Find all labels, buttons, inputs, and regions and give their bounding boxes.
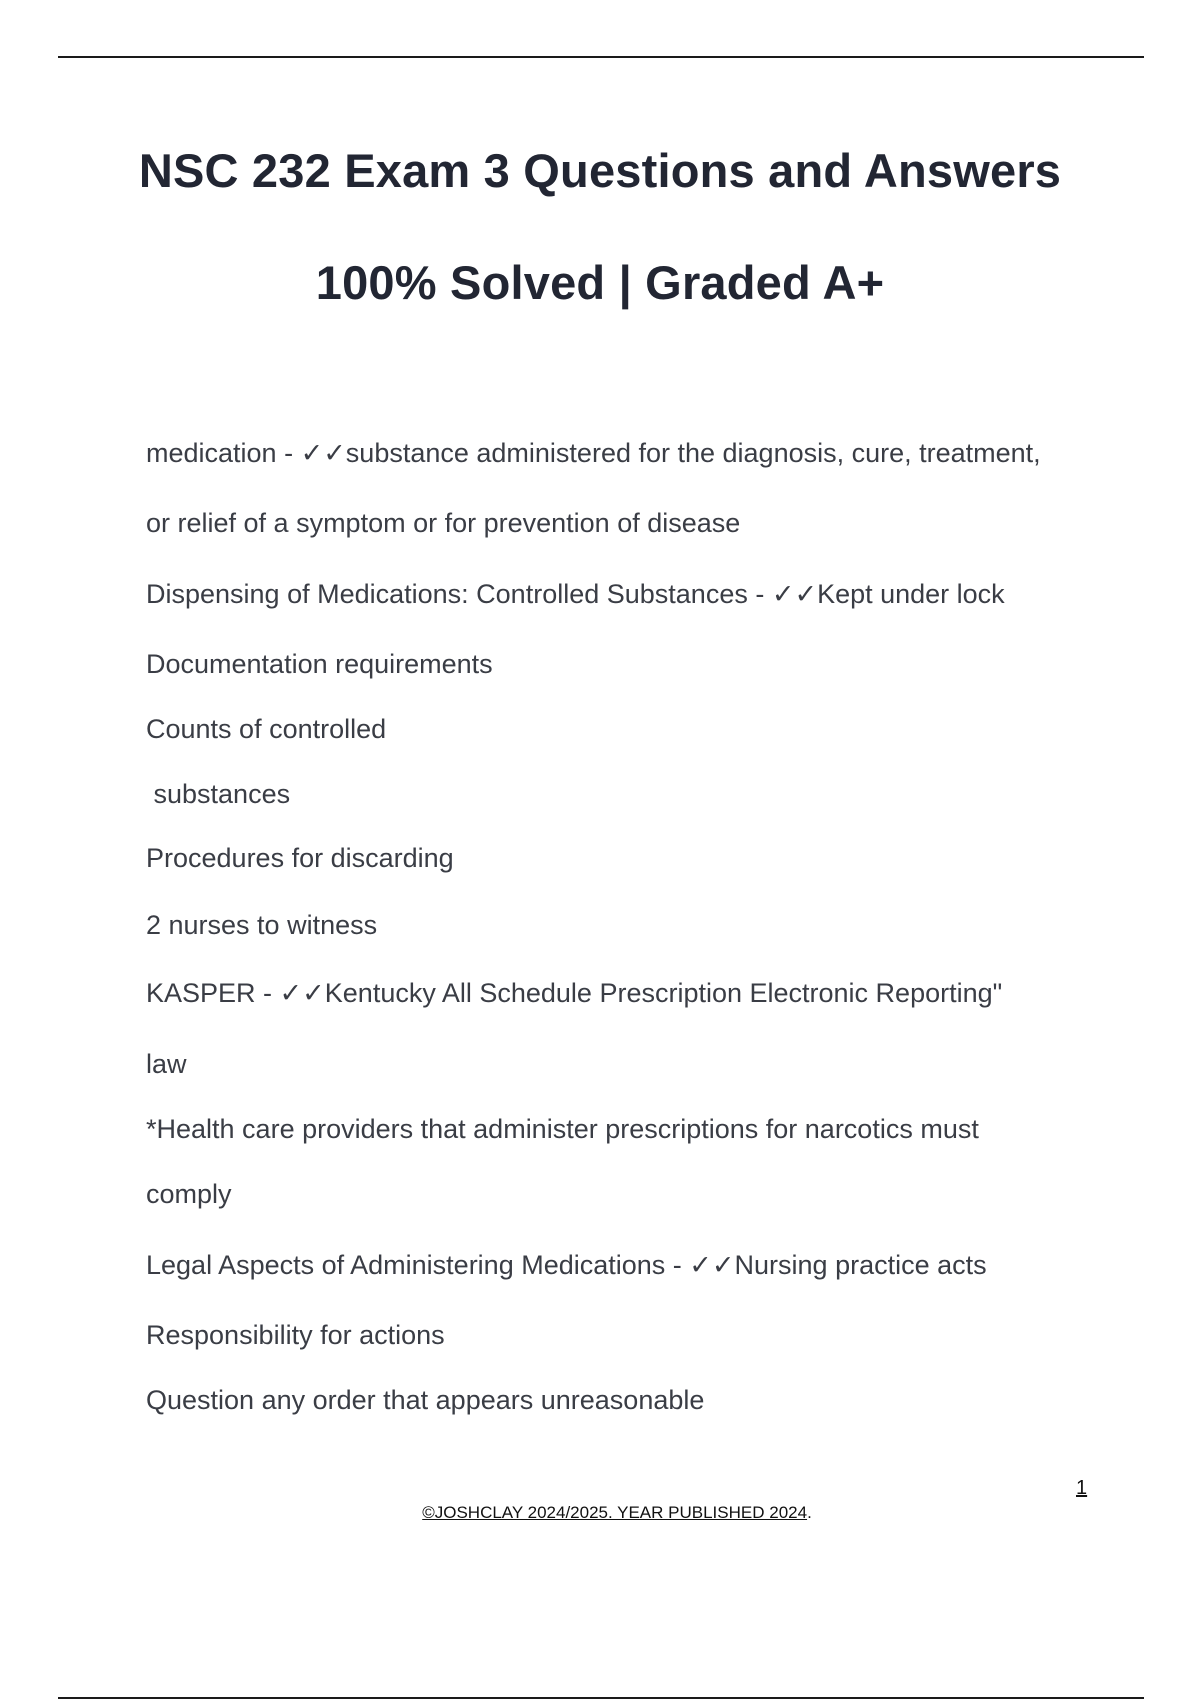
body-line: Dispensing of Medications: Controlled Substances - ✓✓Kept under lock <box>146 579 1005 609</box>
body-line: substances <box>146 779 291 809</box>
top-rule <box>58 56 1144 58</box>
body-line: Documentation requirements <box>146 649 493 679</box>
document-title: NSC 232 Exam 3 Questions and Answers <box>138 144 1062 197</box>
body-line: KASPER - ✓✓Kentucky All Schedule Prescription Electronic Reporting" <box>146 978 1003 1008</box>
body-line: Question any order that appears unreasonable <box>146 1385 705 1415</box>
body-line: or relief of a symptom or for prevention of disease <box>146 508 741 538</box>
body-line: Legal Aspects of Administering Medications - ✓✓Nursing practice acts <box>146 1250 987 1280</box>
body-line: law <box>146 1049 187 1079</box>
footer-copyright: ©JOSHCLAY 2024/2025. YEAR PUBLISHED 2024 <box>422 1503 808 1522</box>
page-number: 1 <box>1076 1477 1088 1499</box>
footer-period: . <box>807 1503 812 1522</box>
body-line: medication - ✓✓substance administered for the diagnosis, cure, treatment, <box>146 438 1041 468</box>
footer <box>0 1503 1200 1523</box>
body-line: 2 nurses to witness <box>146 910 378 940</box>
body-line: comply <box>146 1179 232 1209</box>
body-line: Responsibility for actions <box>146 1320 445 1350</box>
document-subtitle: 100% Solved | Graded A+ <box>315 256 885 309</box>
bottom-rule <box>58 1697 1144 1699</box>
body-line: Counts of controlled <box>146 714 387 744</box>
body-line: Procedures for discarding <box>146 843 454 873</box>
body-line: *Health care providers that administer prescriptions for narcotics must <box>146 1114 979 1144</box>
